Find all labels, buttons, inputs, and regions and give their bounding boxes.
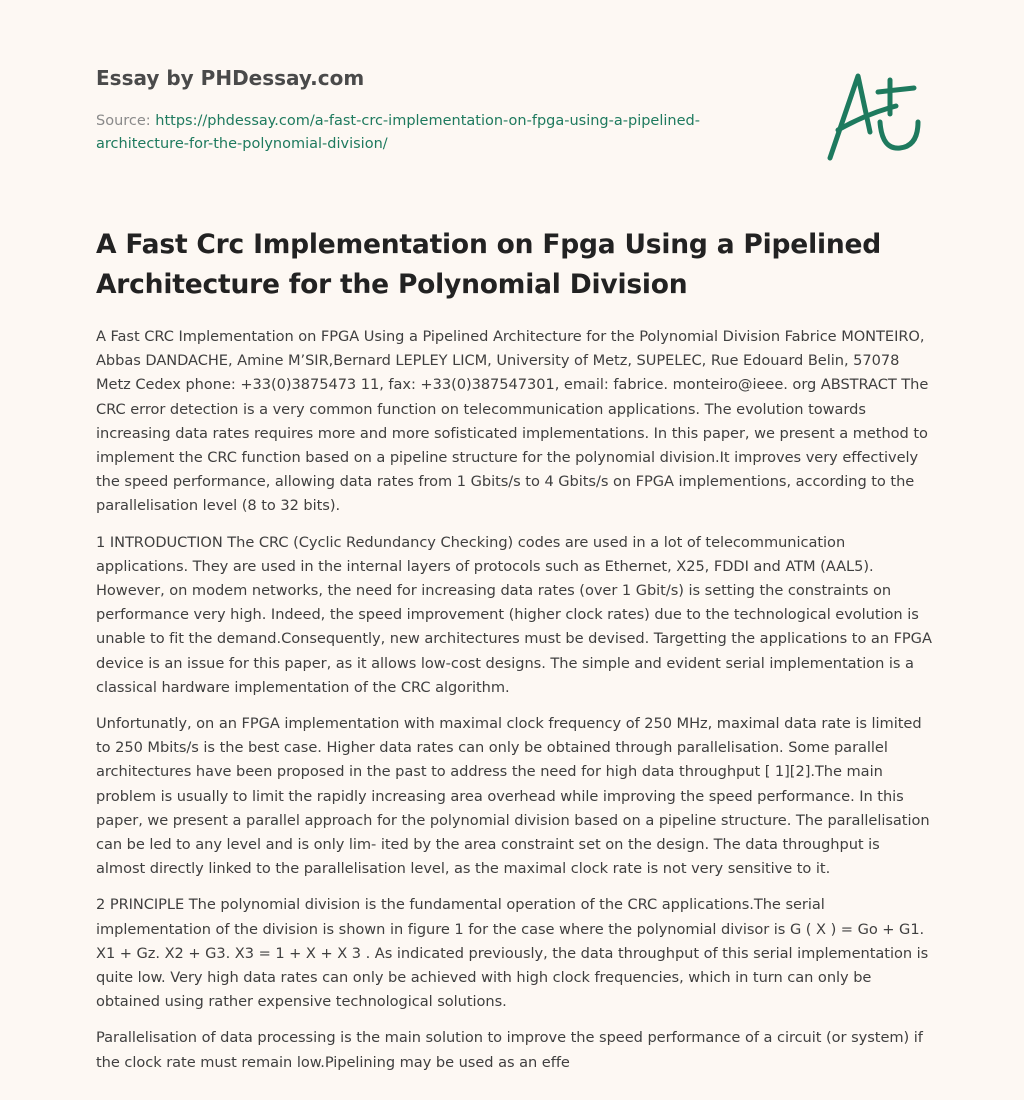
article-body (96, 325, 932, 1087)
paragraph-principle: 2 PRINCIPLE The polynomial division is the fundamental operation of the CRC applications.The serial implementation of the division is shown in figure 1 for the case where the polynomial divisor is G ( X ) = Go + G1. X1 + Gz. X2 + G3. X3 = 1 + X + X 3 . As indicated previously, the data throughput of this serial implementation is quite low. Very high data rates can only be achieved with high clock frequencies, which in turn can only be obtained using rather expensive technological solutions. (96, 896, 929, 1011)
a-plus-grade-icon (818, 66, 930, 166)
paragraph-introduction: 1 INTRODUCTION The CRC (Cyclic Redundancy Checking) codes are used in a lot of telecommunication applications. They are used in the internal layers of protocols such as Ethernet, X25, FDDI and ATM (AAL5). However, on modem networks, the need for increasing data rates (over 1 Gbit/s) is setting the constraints on performance very high. Indeed, the speed improvement (higher clock rates) due to the technological evolution is unable to fit the demand.Consequently, new architectures must be devised. Targetting the applications to an FPGA device is an issue for this paper, as it allows low-cost designs. The simple and evident serial implementation is a classical hardware implementation of the CRC algorithm. (96, 533, 932, 696)
article-title: A Fast Crc Implementation on Fpga Using a Pipelined Architecture for the Polynomial Division (96, 229, 882, 300)
paragraph-parallelisation: Unfortunatly, on an FPGA implementation with maximal clock frequency of 250 MHz, maximal data rate is limited to 250 Mbits/s is the best case. Higher data rates can only be obtained through parallelisation. Some parallel architectures have been proposed in the past to address the need for high data throughput [ 1][2].The main problem is usually to limit the rapidly increasing area overhead while improving the speed performance. In this paper, we present a parallel approach for the polynomial division based on a pipeline structure. The parallelisation can be led to any level and is only lim- ited by the area constraint set on the design. The data throughput is almost directly linked to the parallelisation level, as the maximal clock rate is not very sensitive to it. (96, 715, 930, 878)
essay-header (96, 64, 756, 156)
source-label: Source: (96, 113, 151, 129)
paragraph-truncated: Parallelisation of data processing is the main solution to improve the speed performance of a circuit (or system) if the clock rate must remain low.Pipelining may be used as an effe (96, 1029, 923, 1071)
source-line (96, 110, 756, 156)
paragraph-abstract: A Fast CRC Implementation on FPGA Using a Pipelined Architecture for the Polynomial Division Fabrice MONTEIRO, Abbas DANDACHE, Amine M’SIR,Bernard LEPLEY LICM, University of Metz, SUPELEC, Rue Edouard Belin, 57078 Metz Cedex phone: +33(0)3875473 11, fax: +33(0)387547301, email: fabrice. monteiro@ieee. org ABSTRACT The CRC error detection is a very common function on telecommunication applications. The evolution towards increasing data rates requires more and more sofisticated implementations. In this paper, we present a method to implement the CRC function based on a pipeline structure for the polynomial division.It improves very effectively the speed performance, allowing data rates from 1 Gbits/s to 4 Gbits/s on FPGA implementions, according to the parallelisation level (8 to 32 bits). (96, 328, 929, 515)
site-brand: Essay by PHDessay.com (96, 66, 365, 90)
source-link[interactable]: https://phdessay.com/a-fast-crc-implementation-on-fpga-using-a-pipelined-architecture-for-the-polynomial-division/ (96, 113, 700, 152)
